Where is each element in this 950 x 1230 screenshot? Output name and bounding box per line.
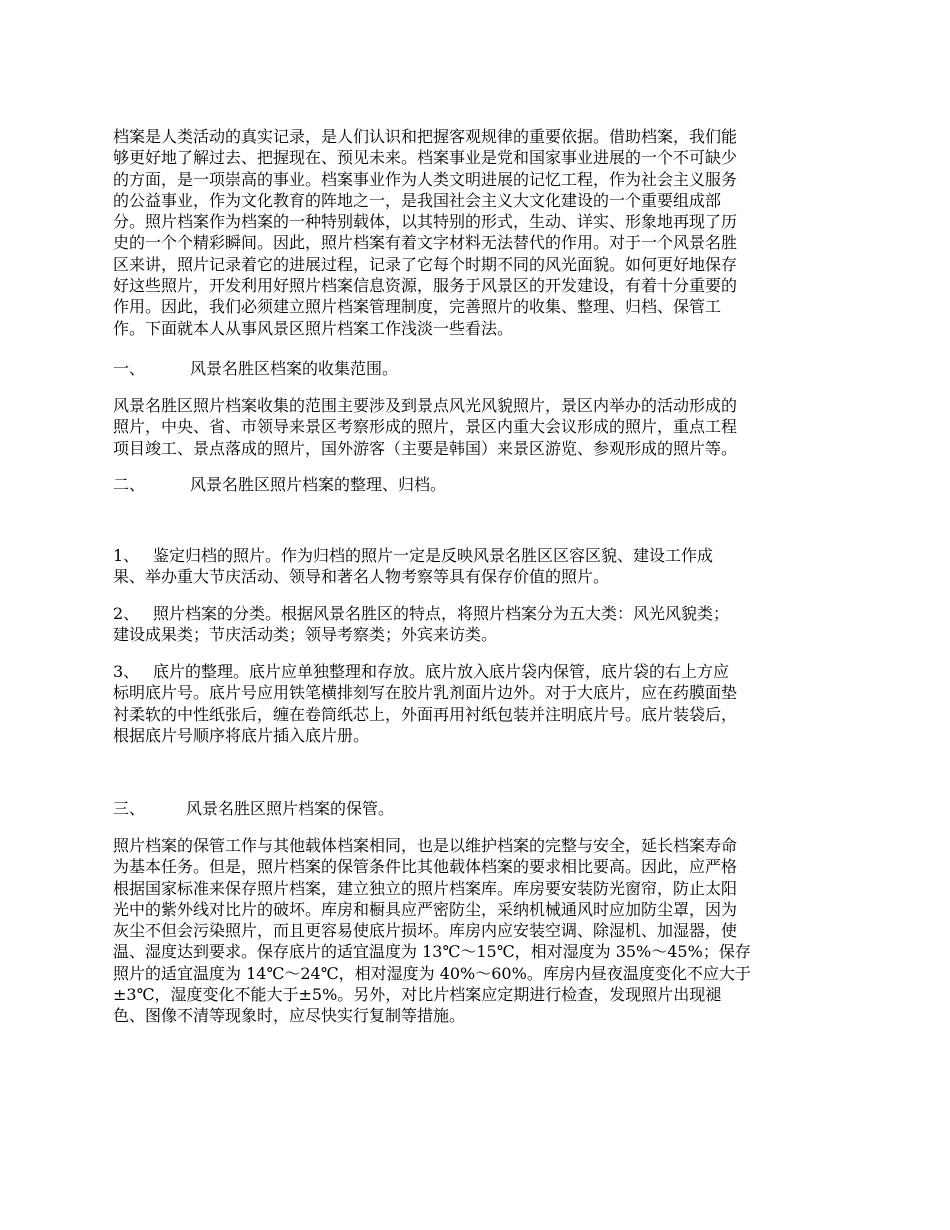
section-3-line: 色、图像不清等现象时，应尽快实行复制等措施。 [113,1006,466,1026]
item-line: 果、举办重大节庆活动、领导和著名人物考察等具有保存价值的照片。 [113,567,610,587]
item-line: 照片档案的分类。根据风景名胜区的特点，将照片档案分为五大类：风光风貌类； [153,604,730,623]
intro-paragraph [113,126,840,339]
section-3-heading [113,798,840,819]
intro-line: 作用。因此，我们必须建立照片档案管理制度，完善照片的收集、整理、归档、保管工 [113,297,722,317]
intro-line: 的公益事业，作为文化教育的阵地之一，是我国社会主义大文化建设的一个重要组成部 [113,190,722,210]
item-number: 1、 [113,546,140,565]
section-3-title: 风景名胜区照片档案的保管。 [186,799,395,818]
section-1-line: 风景名胜区照片档案收集的范围主要涉及到景点风光风貌照片，景区内举办的活动形成的 [113,396,738,415]
section-3-line: ±3℃，湿度变化不能大于±5%。另外，对比片档案应定期进行检查，发现照片出现褪 [113,985,722,1005]
intro-line: 作。下面就本人从事风景区照片档案工作浅淡一些看法。 [113,318,514,338]
section-2-title: 风景名胜区照片档案的整理、归档。 [190,475,447,494]
item-line: 鉴定归档的照片。作为归档的照片一定是反映风景名胜区区容区貌、建设工作成 [153,546,714,565]
intro-line: 好这些照片，开发利用好照片档案信息资源，服务于风景区的开发建设，有着十分重要的 [113,276,738,296]
section-3-line: 灰尘不但会污染照片，而且更容易使底片损坏。库房内应安装空调、除湿机、加湿器，使 [113,921,738,941]
intro-line: 档案是人类活动的真实记录，是人们认识和把握客观规律的重要依据。借助档案，我们能 [113,127,738,146]
section-3-body [113,835,840,1027]
section-3-line: 照片档案的保管工作与其他载体档案相同，也是以维护档案的完整与安全，延长档案寿命 [113,836,738,855]
section-1-line: 照片，中央、省、市领导来景区考察形成的照片，景区内重大会议形成的照片，重点工程 [113,417,738,437]
section-2-item-3 [113,661,840,746]
section-1-line: 项目竣工、景点落成的照片，国外游客（主要是韩国）来景区游览、参观形成的照片等。 [113,438,738,458]
section-3-line: 温、湿度达到要求。保存底片的适宜温度为 13℃～15℃，相对湿度为 35%～45%；保存 [113,942,751,962]
section-2-item-1 [113,545,840,588]
section-2-item-2 [113,603,840,646]
item-line: 底片的整理。底片应单独整理和存放。底片放入底片袋内保管，底片袋的右上方应 [153,662,730,681]
intro-line: 分。照片档案作为档案的一种特别载体，以其特别的形式，生动、详实、形象地再现了历 [113,212,738,232]
intro-line: 的方面，是一项崇高的事业。档案事业作为人类文明进展的记忆工程，作为社会主义服务 [113,169,738,189]
item-line: 标明底片号。底片号应用铁笔横排刻写在胶片乳剂面片边外。对于大底片，应在药膜面垫 [113,683,738,703]
item-number: 2、 [113,604,140,623]
section-3-line: 为基本任务。但是，照片档案的保管条件比其他载体档案的要求相比要高。因此，应严格 [113,857,738,877]
intro-line: 够更好地了解过去、把握现在、预见未来。档案事业是党和国家事业进展的一个不可缺少 [113,148,738,168]
section-3-number: 三、 [113,799,146,818]
item-line: 建设成果类；节庆活动类；领导考察类；外宾来访类。 [113,625,498,645]
intro-line: 史的一个个精彩瞬间。因此，照片档案有着文字材料无法替代的作用。对于一个风景名胜 [113,233,738,253]
section-3-line: 照片的适宜温度为 14℃～24℃，相对湿度为 40%～60%。库房内昼夜温度变化不应大于 [113,963,751,983]
section-3-line: 根据国家标准来保存照片档案，建立独立的照片档案库。库房要安装防光窗帘，防止太阳 [113,878,738,898]
section-2-heading [113,474,840,495]
section-1-title: 风景名胜区档案的收集范围。 [190,359,399,378]
item-number: 3、 [113,662,140,681]
item-line: 衬柔软的中性纸张后，缠在卷筒纸芯上，外面再用衬纸包装并注明底片号。底片装袋后， [113,704,738,724]
section-1-body [113,395,840,459]
section-1-heading [113,358,840,379]
section-1-number: 一、 [113,359,146,378]
section-3-line: 光中的紫外线对比片的破坏。库房和橱具应严密防尘，采纳机械通风时应加防尘罩，因为 [113,899,738,919]
intro-line: 区来讲，照片记录着它的进展过程，记录了它每个时期不同的风光面貌。如何更好地保存 [113,254,738,274]
section-2-number: 二、 [113,475,146,494]
item-line: 根据底片号顺序将底片插入底片册。 [113,725,370,745]
